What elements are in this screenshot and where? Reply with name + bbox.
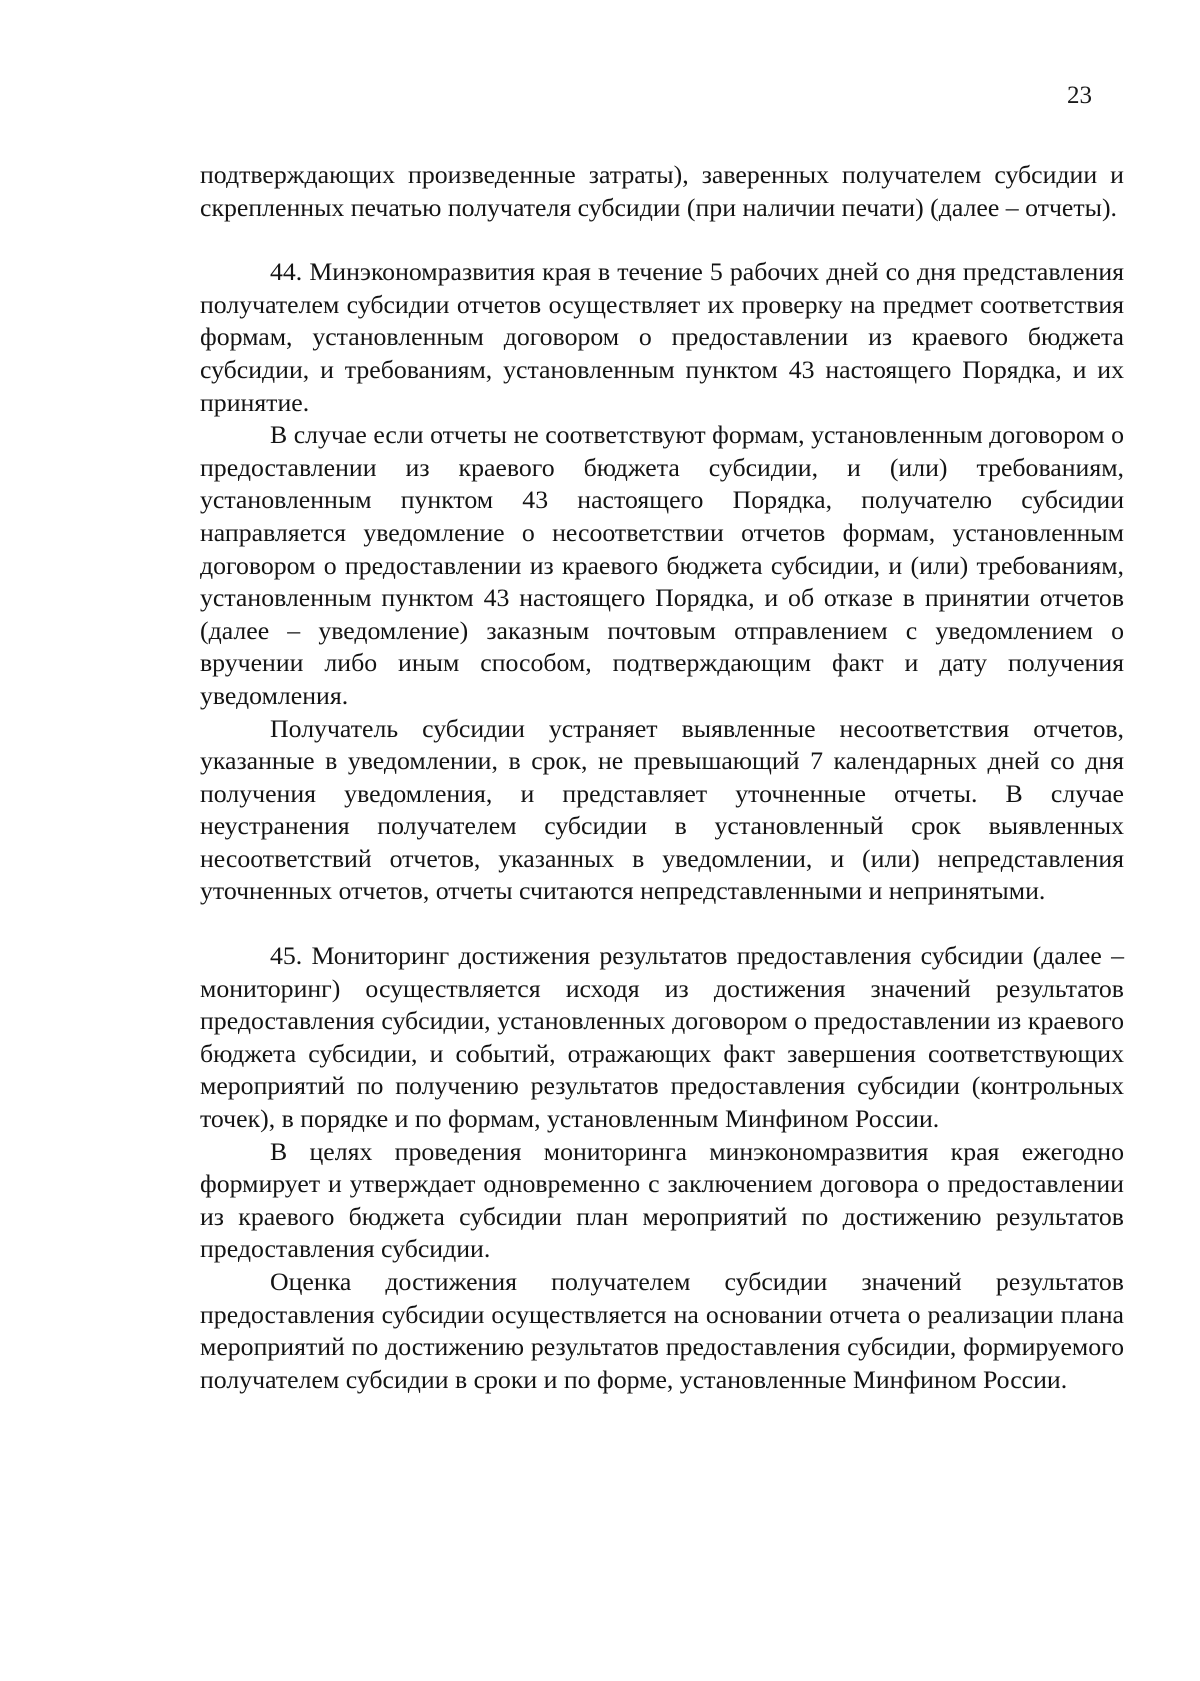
document-body	[200, 159, 1124, 1396]
page-number: 23	[1067, 82, 1092, 109]
paragraph-item-44: 44. Минэкономразвития края в течение 5 рабочих дней со дня представления получателем субсидии отчетов осуществляет их проверку на предмет соответствия формам, установленным договором о предоставлении из краевого бюджета субсидии, и требованиям, установленным пунктом 43 настоящего Порядка, и их принятие.	[200, 257, 1124, 417]
paragraph-item-45: 45. Мониторинг достижения результатов предоставления субсидии (далее – мониторинг) осуществляется исходя из достижения значений результатов предоставления субсидии, установленных договором о предоставлении из краевого бюджета субсидии, и событий, отражающих факт завершения соответствующих мероприятий по получению результатов предоставления субсидии (контрольных точек), в порядке и по формам, установленным Минфином России.	[200, 941, 1124, 1134]
paragraph-achievement-assessment: Оценка достижения получателем субсидии значений результатов предоставления субсидии осуществляется на основании отчета о реализации плана мероприятий по достижению результатов предоставления субсидии, формируемого получателем субсидии в сроки и по форме, установленные Минфином России.	[200, 1267, 1124, 1394]
paragraph-reports-mismatch: В случае если отчеты не соответствуют формам, установленным договором о предоставлении из краевого бюджета субсидии, и (или) требованиям, установленным пунктом 43 настоящего Порядка, получателю субсидии направляется уведомление о несоответствии отчетов формам, установленным договором о предоставлении из краевого бюджета субсидии, и (или) требованиям, установленным пунктом 43 настоящего Порядка, и об отказе в принятии отчетов (далее – уведомление) заказным почтовым отправлением с уведомлением о вручении либо иным способом, подтверждающим факт и дату получения уведомления.	[200, 420, 1124, 710]
paragraph-continuation: подтверждающих произведенные затраты), заверенных получателем субсидии и скрепленных печатью получателя субсидии (при наличии печати) (далее – отчеты).	[200, 160, 1124, 222]
paragraph-monitoring-plan: В целях проведения мониторинга минэкономразвития края ежегодно формирует и утверждает одновременно с заключением договора о предоставлении из краевого бюджета субсидии план мероприятий по достижению результатов предоставления субсидии.	[200, 1136, 1124, 1264]
paragraph-recipient-corrections: Получатель субсидии устраняет выявленные несоответствия отчетов, указанные в уведомлении, в срок, не превышающий 7 календарных дней со дня получения уведомления, и представляет уточненные отчеты. В случае неустранения получателем субсидии в установленный срок выявленных несоответствий отчетов, указанных в уведомлении, и (или) непредставления уточненных отчетов, отчеты считаются непредставленными и непринятыми.	[200, 713, 1124, 906]
